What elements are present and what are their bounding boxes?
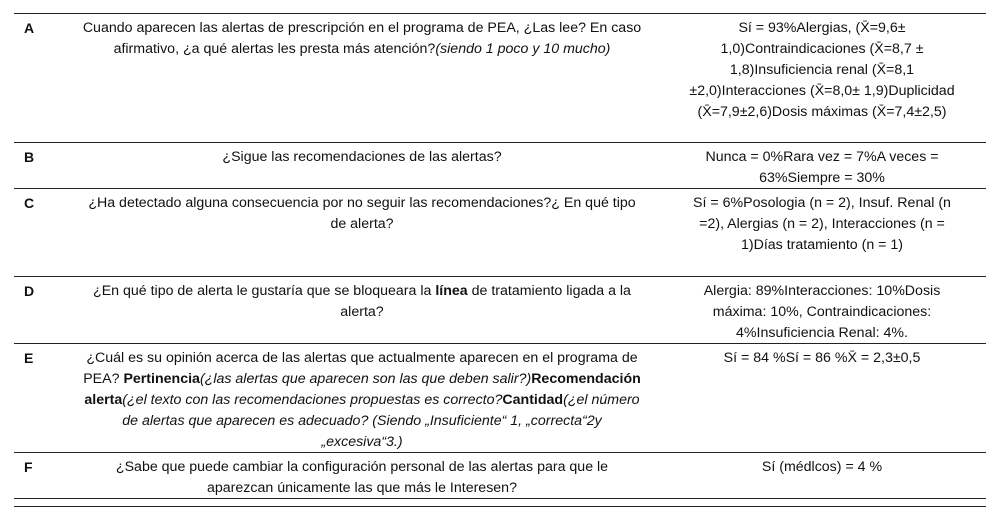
row-label: C [24,195,35,211]
row-question: ¿Sigue las recomendaciones de las alertas? [222,149,502,165]
table-row [14,143,986,189]
row-answer: Nunca = 0%Rara vez = 7%A veces = 63%Siempre = 30% [705,149,939,186]
table-row [14,277,986,344]
table-row [14,453,986,499]
table-row [14,189,986,277]
row-question: ¿Ha detectado alguna consecuencia por no seguir las recomendaciones?¿ En qué tipo de alerta? [88,195,636,232]
row-label: F [24,459,33,475]
row-question: ¿Cuál es su opinión acerca de las alertas que actualmente aparecen en el programa de PEA? Pertinencia(¿las alertas que aparecen son las que deben salir?)Recomendación alerta(¿el texto con las recomendaciones propuestas es correcto?Cantidad(¿el número de alertas que aparecen es adecuado? (Siendo „Insuficiente“ 1, „correcta“2y „excesiva“3.) [83,350,641,450]
row-answer: Sí = 93%Alergias, (X̄=9,6± 1,0)Contraindicaciones (X̄=8,7 ± 1,8)Insuficiencia renal (X̄=8,1 ±2,0)Interacciones (X̄=8,0± 1,9)Duplicidad (X̄=7,9±2,6)Dosis máximas (X̄=7,4±2,5) [689,20,955,120]
row-answer: Sí (médlcos) = 4 % [761,459,883,475]
row-answer: Sí = 84 %Sí = 86 %X̄ = 2,3±0,5 [723,350,921,366]
survey-table [14,13,986,499]
row-label: B [24,149,35,165]
row-label: E [24,350,34,366]
row-answer: Sí = 6%Posologia (n = 2), Insuf. Renal (n =2), Alergias (n = 2), Interacciones (n = 1)Días tratamiento (n = 1) [693,195,951,253]
table-bottom-rule [14,506,986,507]
table-row [14,344,986,453]
row-label: D [24,283,35,299]
row-question: Cuando aparecen las alertas de prescripción en el programa de PEA, ¿Las lee? En caso afirmativo, ¿a qué alertas les presta más atención?(siendo 1 poco y 10 mucho) [82,20,642,57]
row-label: A [24,20,35,36]
row-question: ¿Sabe que puede cambiar la configuración personal de las alertas para que le aparezcan únicamente las que más le Interesen? [115,459,609,496]
row-answer: Alergia: 89%Interacciones: 10%Dosis máxima: 10%, Contraindicaciones: 4%Insuficiencia Renal: 4%. [703,283,941,341]
table-row [14,14,986,143]
row-question: ¿En qué tipo de alerta le gustaría que se bloqueara la línea de tratamiento ligada a la alerta? [93,283,631,320]
